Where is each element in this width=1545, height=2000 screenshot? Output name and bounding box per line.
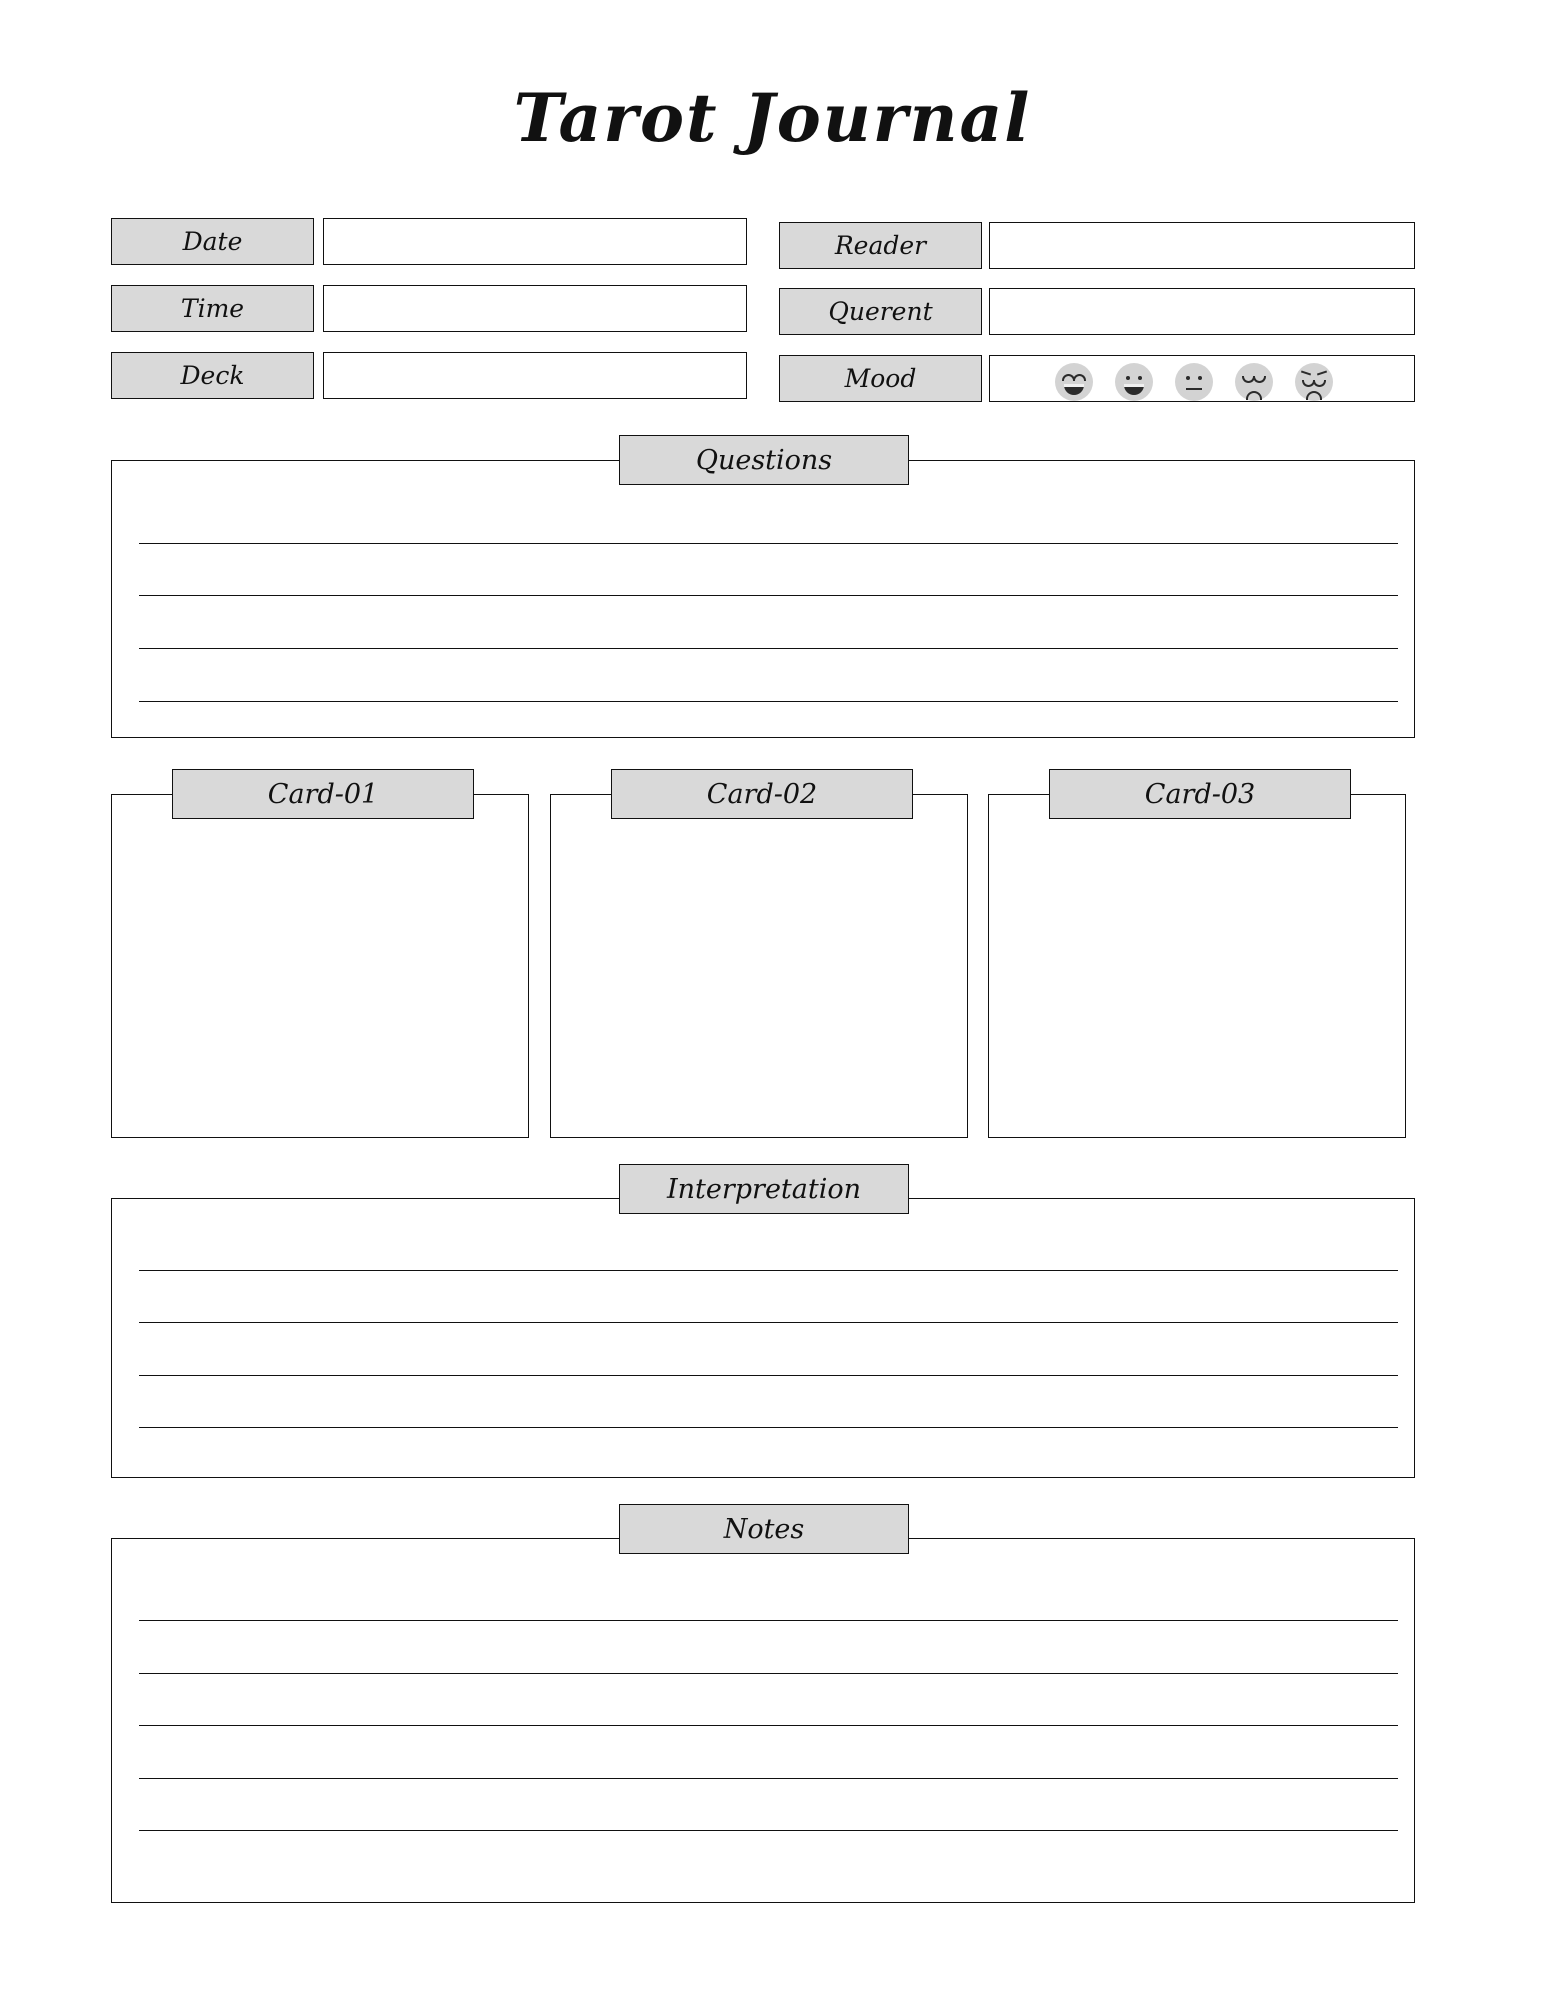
deck-input[interactable]	[323, 352, 747, 399]
questions-line-2	[139, 595, 1398, 596]
time-label: Time	[111, 285, 314, 332]
card-01-box[interactable]	[111, 794, 529, 1138]
questions-line-4	[139, 701, 1398, 702]
date-label: Date	[111, 218, 314, 265]
interpretation-line-2	[139, 1322, 1398, 1323]
notes-line-2	[139, 1673, 1398, 1674]
time-input[interactable]	[323, 285, 747, 332]
card-01-title: Card-01	[172, 769, 474, 819]
notes-line-1	[139, 1620, 1398, 1621]
mood-very-happy-icon[interactable]	[1055, 363, 1093, 401]
notes-line-3	[139, 1725, 1398, 1726]
interpretation-line-3	[139, 1375, 1398, 1376]
card-03-box[interactable]	[988, 794, 1406, 1138]
notes-section[interactable]	[111, 1538, 1415, 1903]
reader-label: Reader	[779, 222, 982, 269]
mood-label: Mood	[779, 355, 982, 402]
notes-title: Notes	[619, 1504, 909, 1554]
questions-line-1	[139, 543, 1398, 544]
card-03-title: Card-03	[1049, 769, 1351, 819]
interpretation-line-4	[139, 1427, 1398, 1428]
questions-title: Questions	[619, 435, 909, 485]
interpretation-section[interactable]	[111, 1198, 1415, 1478]
page-title: Tarot Journal	[513, 79, 1032, 157]
interpretation-title: Interpretation	[619, 1164, 909, 1214]
querent-input[interactable]	[989, 288, 1415, 335]
mood-neutral-icon[interactable]	[1175, 363, 1213, 401]
card-02-title: Card-02	[611, 769, 913, 819]
mood-upset-icon[interactable]	[1295, 363, 1333, 401]
querent-label: Querent	[779, 288, 982, 335]
questions-line-3	[139, 648, 1398, 649]
notes-line-4	[139, 1778, 1398, 1779]
mood-happy-icon[interactable]	[1115, 363, 1153, 401]
reader-input[interactable]	[989, 222, 1415, 269]
interpretation-line-1	[139, 1270, 1398, 1271]
questions-section[interactable]	[111, 460, 1415, 738]
date-input[interactable]	[323, 218, 747, 265]
mood-sad-icon[interactable]	[1235, 363, 1273, 401]
notes-line-5	[139, 1830, 1398, 1831]
deck-label: Deck	[111, 352, 314, 399]
mood-options	[1055, 363, 1333, 401]
card-02-box[interactable]	[550, 794, 968, 1138]
